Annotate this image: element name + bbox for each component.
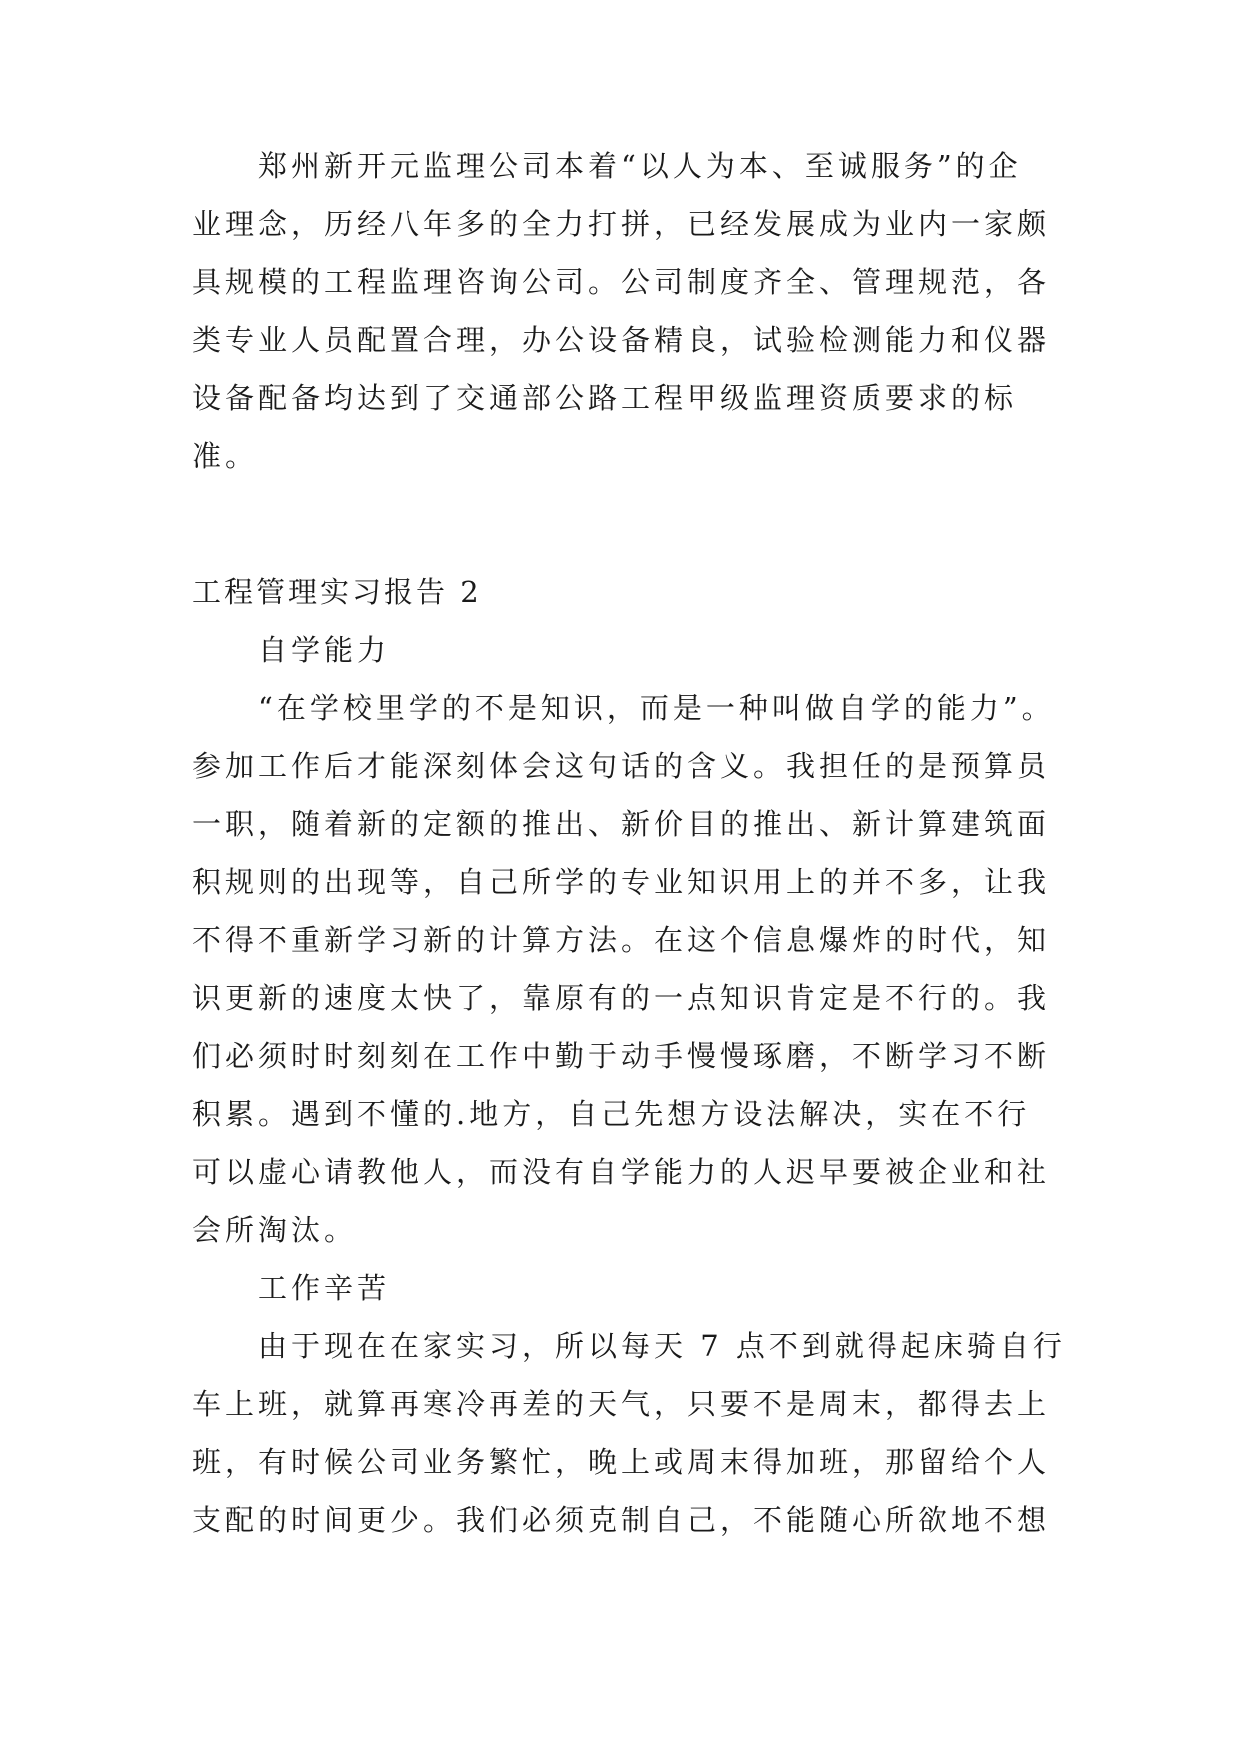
intro-line: 类专业人员配置合理，办公设备精良，试验检测能力和仪器	[192, 323, 1051, 357]
section1-line: “在学校里学的不是知识，而是一种叫做自学的能力”。	[258, 691, 1055, 725]
section-heading-self-learning: 自学能力	[258, 633, 391, 667]
section1-line: 参加工作后才能深刻体会这句话的含义。我担任的是预算员	[192, 749, 1051, 783]
intro-line: 业理念，历经八年多的全力打拼，已经发展成为业内一家颇	[192, 207, 1051, 241]
section-heading-hard-work: 工作辛苦	[258, 1271, 391, 1305]
section1-line: 不得不重新学习新的计算方法。在这个信息爆炸的时代，知	[192, 923, 1051, 957]
section1-line: 一职，随着新的定额的推出、新价目的推出、新计算建筑面	[192, 807, 1051, 841]
section1-line: 积累。遇到不懂的.地方，自己先想方设法解决，实在不行	[192, 1097, 1031, 1131]
section1-line: 积规则的出现等，自己所学的专业知识用上的并不多，让我	[192, 865, 1051, 899]
intro-line: 准。	[192, 439, 259, 473]
report-title: 工程管理实习报告 2	[192, 575, 482, 609]
section2-line: 支配的时间更少。我们必须克制自己，不能随心所欲地不想	[192, 1503, 1051, 1537]
section2-line: 由于现在在家实习，所以每天 7 点不到就得起床骑自行	[258, 1329, 1066, 1363]
intro-line: 具规模的工程监理咨询公司。公司制度齐全、管理规范，各	[192, 265, 1051, 299]
section1-line: 会所淘汰。	[192, 1213, 358, 1247]
section1-line: 识更新的速度太快了，靠原有的一点知识肯定是不行的。我	[192, 981, 1051, 1015]
section1-line: 可以虚心请教他人，而没有自学能力的人迟早要被企业和社	[192, 1155, 1051, 1189]
section1-line: 们必须时时刻刻在工作中勤于动手慢慢琢磨，不断学习不断	[192, 1039, 1051, 1073]
section2-line: 班，有时候公司业务繁忙，晚上或周末得加班，那留给个人	[192, 1445, 1051, 1479]
section2-line: 车上班，就算再寒冷再差的天气，只要不是周末，都得去上	[192, 1387, 1051, 1421]
intro-line: 设备配备均达到了交通部公路工程甲级监理资质要求的标	[192, 381, 1018, 415]
intro-line: 郑州新开元监理公司本着“以人为本、至诚服务”的企	[258, 149, 1022, 183]
